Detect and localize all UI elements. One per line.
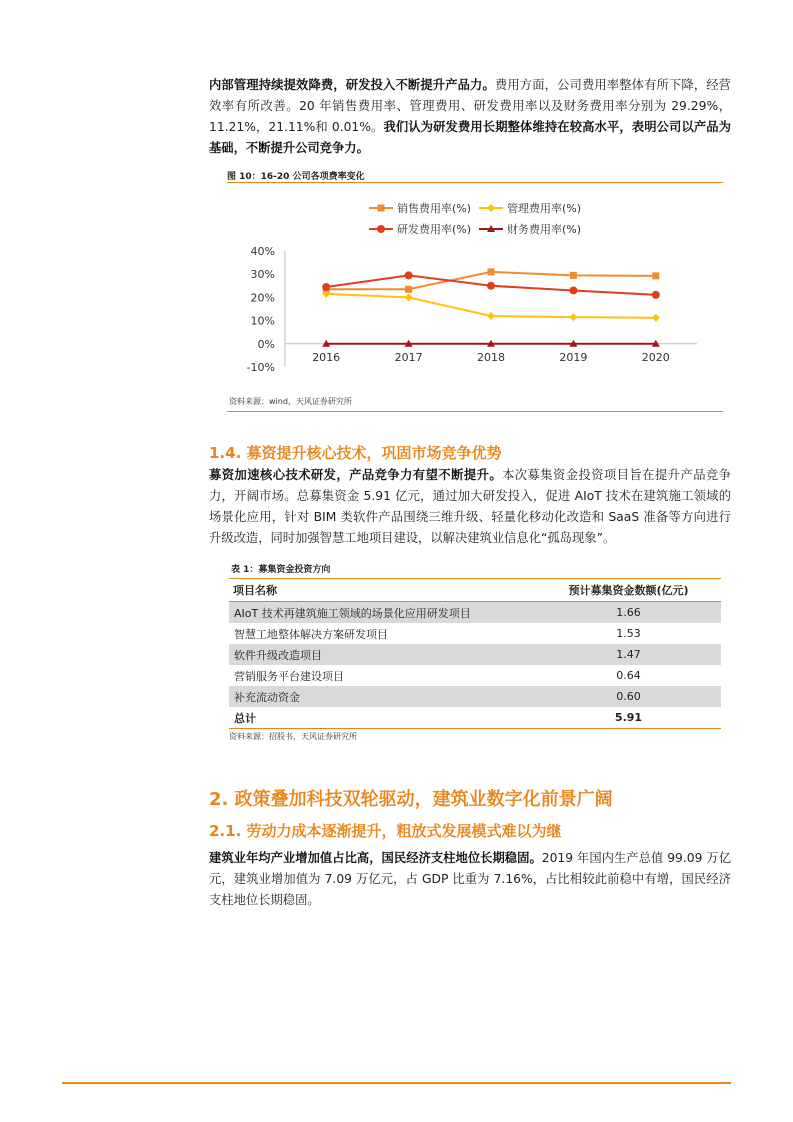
figure-title: 图 10：16-20 公司各项费率变化 <box>227 172 365 182</box>
square-marker <box>488 268 495 275</box>
square-marker <box>652 272 659 279</box>
total-amount: 5.91 <box>536 707 721 729</box>
circle-marker <box>652 291 660 299</box>
x-tick-label: 2020 <box>641 350 670 364</box>
chart-plot <box>247 245 697 374</box>
section-heading-1-4: 1.4. 募资提升核心技术，巩固市场竞争优势 <box>209 444 502 462</box>
paragraph-body: 2019 年国内生产总值 99.09 万亿元，建筑业增加值为 7.09 万亿元，占 GDP 比重为 7.16%，占比相较此前稳中有增，国民经济支柱地位长期稳固。 <box>209 851 731 907</box>
legend-label: 研发费用率(%) <box>397 223 472 236</box>
paragraph-body: 费用方面，公司费用率整体有所下降，经营效率有所改善。20 年销售费用率、管理费用、研发费用率以及财务费用率分别为 29.29%，11.21%，21.11%和 0.01%。 <box>209 78 731 134</box>
figure-source: 资料来源：wind，天风证券研究所 <box>229 397 352 406</box>
paragraph-body: 本次募集资金投资项目旨在提升产品竞争力，开阔市场。总募集资金 5.91 亿元，通过加大研发投入，促进 AIoT 技术在建筑施工领域的场景化应用，针对 BIM 类软件产品围绕三维升级、轻量化移动化改造和 SaaS 准备等方向进行升级改造，同时加强智慧工地项目建设，以解决建筑业信息化“孤岛现象”。 <box>209 468 731 545</box>
table-row <box>229 644 721 665</box>
footer-rule <box>62 1082 731 1084</box>
project-name: 软件升级改造项目 <box>229 644 536 665</box>
circle-marker <box>322 283 330 291</box>
project-amount: 1.66 <box>536 602 721 624</box>
fund-allocation-table <box>229 578 721 729</box>
paragraph-expense <box>209 75 731 159</box>
table-source: 资料来源：招股书，天风证券研究所 <box>229 732 357 741</box>
figure-header <box>227 164 723 183</box>
figure-footer-rule <box>227 411 723 412</box>
chart-legend <box>369 201 581 236</box>
legend-label: 管理费用率(%) <box>507 202 582 215</box>
y-tick-label: 0% <box>257 337 275 351</box>
y-tick-label: 20% <box>250 291 275 305</box>
table-header-row <box>229 579 721 602</box>
project-amount: 1.53 <box>616 627 641 640</box>
legend-label: 财务费用率(%) <box>507 223 582 236</box>
paragraph-construction <box>209 848 731 911</box>
x-tick-label: 2019 <box>559 350 588 364</box>
project-amount: 1.47 <box>536 644 721 665</box>
table-row <box>229 665 721 686</box>
square-marker <box>405 286 412 293</box>
y-tick-label: 40% <box>250 245 275 258</box>
x-tick-label: 2018 <box>477 350 505 364</box>
circle-marker <box>569 286 577 294</box>
circle-marker <box>405 271 413 279</box>
project-name: AIoT 技术再建筑施工领域的场景化应用研发项目 <box>229 602 536 624</box>
project-amount: 0.64 <box>616 669 641 682</box>
paragraph-conclusion: 我们认为研发费用长期整体维持在较高水平，表明公司以产品为基础，不断提升公司竞争力。 <box>209 120 731 155</box>
paragraph-lead: 募资加速核心技术研发，产品竞争力有望不断提升。 <box>209 468 503 482</box>
project-name: 营销服务平台建设项目 <box>234 669 344 683</box>
project-name: 智慧工地整体解决方案研发项目 <box>234 627 388 641</box>
project-name: 补充流动资金 <box>229 686 536 707</box>
paragraph-fundraising <box>209 465 731 549</box>
square-marker <box>570 272 577 279</box>
circle-marker <box>377 225 385 233</box>
project-amount: 0.60 <box>536 686 721 707</box>
y-tick-label: 10% <box>250 314 275 328</box>
diamond-marker <box>487 204 495 212</box>
x-tick-label: 2016 <box>312 350 341 364</box>
diamond-marker <box>487 312 495 320</box>
total-label: 总计 <box>229 707 536 729</box>
paragraph-lead: 内部管理持续提效降费，研发投入不断提升产品力。 <box>209 78 495 92</box>
diamond-marker <box>405 293 413 301</box>
legend-label: 销售费用率(%) <box>397 202 472 215</box>
table-total-row <box>229 707 721 729</box>
paragraph-lead: 建筑业年均产业增加值占比高，国民经济支柱地位长期稳固。 <box>209 851 542 865</box>
expense-ratio-chart <box>227 186 723 391</box>
table-row <box>229 602 721 624</box>
table-row <box>229 623 721 644</box>
section-heading-2: 2. 政策叠加科技双轮驱动，建筑业数字化前景广阔 <box>209 789 613 810</box>
col-amount: 预计募集资金数额(亿元) <box>536 579 721 602</box>
x-tick-label: 2017 <box>394 350 423 364</box>
diamond-marker <box>569 313 577 321</box>
col-project-name: 项目名称 <box>229 579 536 602</box>
diamond-marker <box>652 314 660 322</box>
square-marker <box>378 205 385 212</box>
y-tick-label: -10% <box>246 361 275 374</box>
section-heading-2-1: 2.1. 劳动力成本逐渐提升，粗放式发展模式难以为继 <box>209 822 562 840</box>
table-title: 表 1：募集资金投资方向 <box>231 565 331 575</box>
circle-marker <box>487 282 495 290</box>
y-tick-label: 30% <box>250 268 275 282</box>
table-row <box>229 686 721 707</box>
